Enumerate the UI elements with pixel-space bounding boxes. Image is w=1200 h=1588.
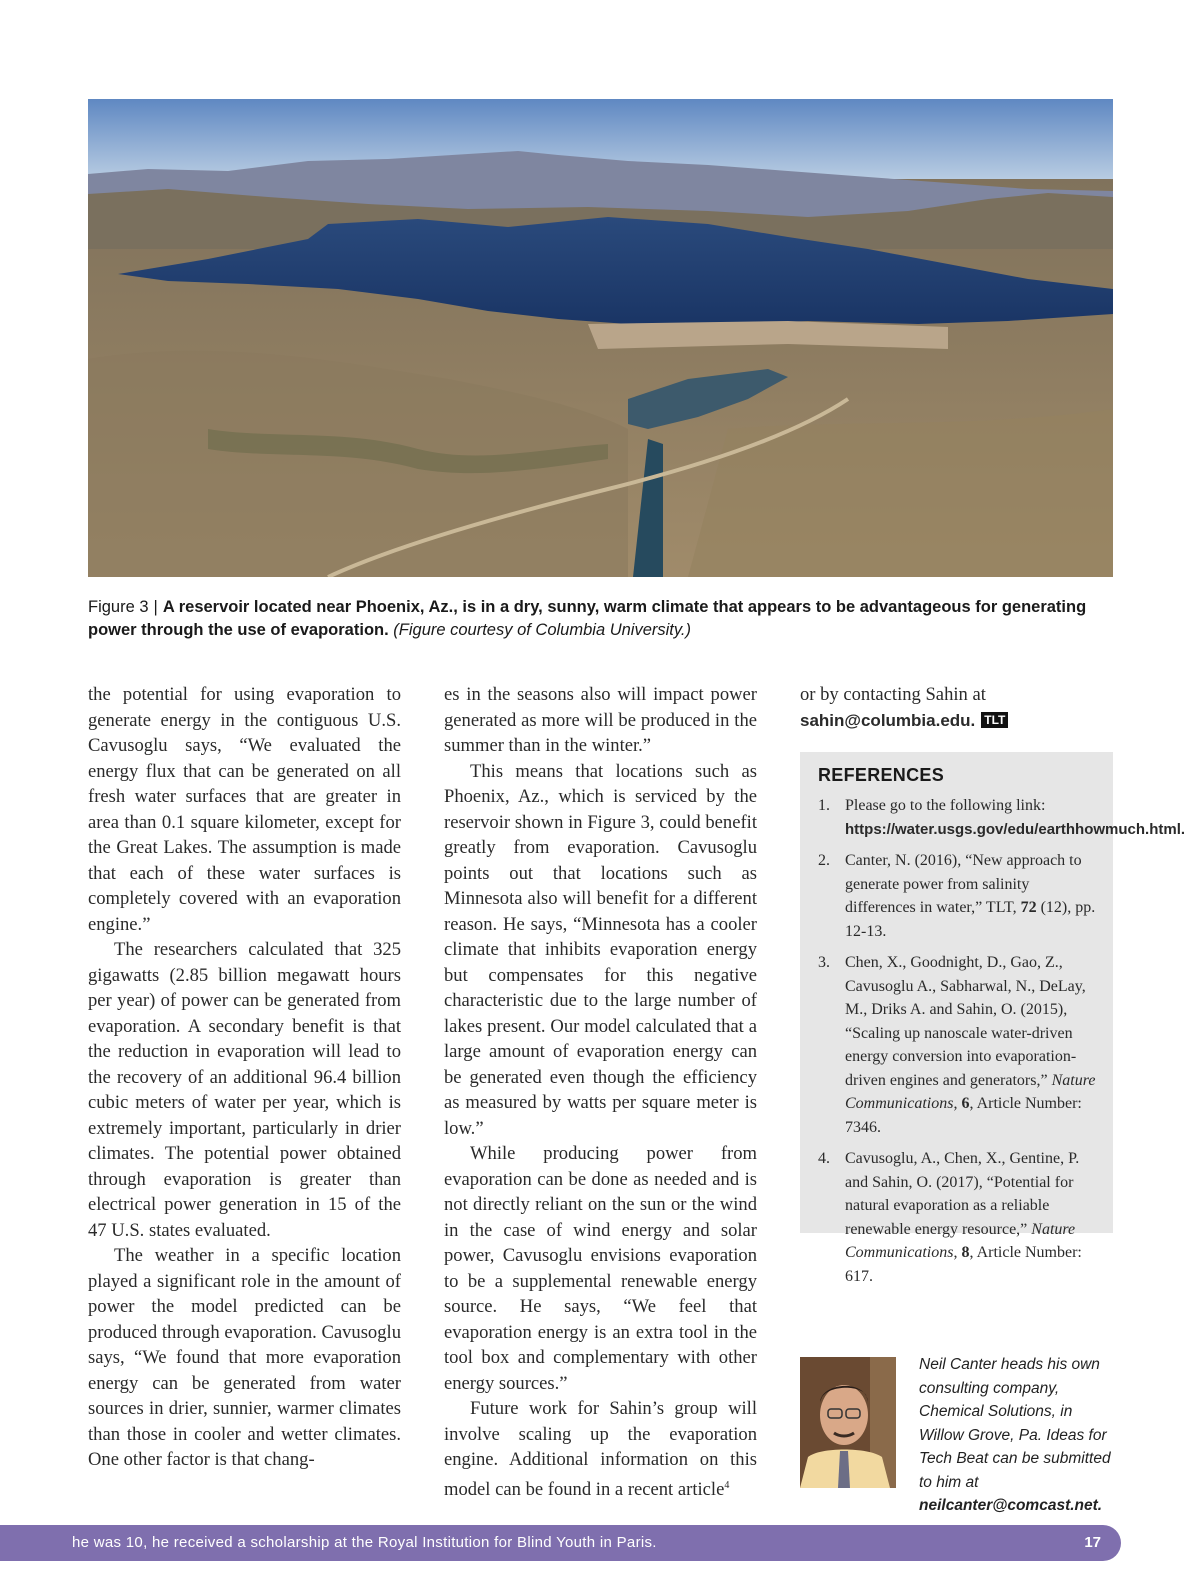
page-number: 17: [1084, 1534, 1101, 1551]
reference-item: 3. Chen, X., Goodnight, D., Gao, Z., Cavusoglu A., Sabharwal, N., DeLay, M., Driks A. and Sahin, O. (2015), “Scaling up nanoscale water-driven energy conversion into evaporation-driven engines and generators,” Nature Communications, 6, Article Number: 7346.: [818, 951, 1103, 1139]
paragraph: While producing power from evaporation can be done as needed and is not directly reliant on the sun or the wind in the case of wind energy and solar power, Cavusoglu envisions evaporation to be a supplemental renewable energy source. He says, “We feel that evaporation energy is an extra tool in the tool box and complementary with other energy sources.”: [444, 1143, 757, 1394]
footer-bar: [0, 1525, 1121, 1561]
reference-text: Canter, N. (2016), “New approach to generate power from salinity differences in water,” TLT,: [845, 852, 1082, 916]
author-bio: [919, 1353, 1119, 1518]
footnote-ref: 4: [724, 1479, 730, 1491]
reference-tail: , Article Number: 617.: [845, 1244, 1082, 1285]
reference-item: [818, 849, 1103, 943]
reference-number: 1.: [818, 797, 830, 814]
reference-item: [818, 794, 1186, 841]
figure-caption: [88, 596, 1128, 642]
tlt-end-badge: TLT: [981, 712, 1008, 728]
article-column-2: [444, 682, 757, 1502]
author-email[interactable]: neilcanter@comcast.net.: [919, 1497, 1103, 1514]
reference-number: 4.: [818, 1150, 830, 1167]
caption-text: A reservoir located near Phoenix, Az., is in a dry, sunny, warm climate that appears to be advantageous for generating power through the use of evaporation.: [88, 598, 1087, 639]
reference-volume: 8: [961, 1244, 970, 1261]
reference-journal: Nature Communications: [845, 1220, 1076, 1261]
reference-tail: (12), pp. 12-13.: [845, 899, 1096, 940]
author-photo: [800, 1357, 896, 1488]
article-column-3: [800, 682, 1113, 733]
references-box: [800, 752, 1186, 1285]
paragraph: The researchers calculated that 325 gigawatts (2.85 billion megawatt hours per year) of power can be generated from evaporation. A secondary benefit is that the reduction in evaporation will lead to the recovery of an additional 96.4 billion cubic meters of water per year, which is extremely important, particularly in drier climates. The potential power obtained through evaporation is greater than electrical power generation in 15 of the 47 U.S. states evaluated.: [88, 939, 401, 1241]
reference-volume: 72: [1020, 899, 1037, 916]
reference-link[interactable]: https://water.usgs.gov/edu/earthhowmuch.html.: [845, 820, 1186, 838]
reference-item: 4. Cavusoglu, A., Chen, X., Gentine, P. and Sahin, O. (2017), “Potential for natural evaporation as a reliable renewable energy resource,” Nature Communications, 8, Article Number: 617.: [818, 1147, 1103, 1288]
references-heading: REFERENCES: [818, 765, 945, 785]
caption-credit: (Figure courtesy of Columbia University.): [393, 621, 691, 639]
paragraph: The weather in a specific location played a significant role in the amount of power the model predicted can be produced through evaporation. Cavusoglu says, “We found that more evaporation energy can be generated from water sources in drier, sunnier, warmer climates than those in cooler and wetter climates. One other factor is that chang-: [88, 1245, 401, 1470]
footer-text: he was 10, he received a scholarship at the Royal Institution for Blind Youth in Paris.: [72, 1534, 657, 1551]
figure-label: Figure 3: [88, 598, 149, 616]
paragraph: This means that locations such as Phoenix, Az., which is serviced by the reservoir shown in Figure 3, could benefit greatly from evaporation. Cavusoglu points out that locations such as Minnesota also will benefit for a different reason. He says, “Minnesota has a cooler climate that inhibits evaporation energy but compensates for this negative characteristic due to the large number of lakes present. Our model calculated that a large amount of evaporation energy can be generated even though the efficiency as measured by watts per square meter is low.”: [444, 760, 757, 1139]
paragraph: es in the seasons also will impact power generated as more will be produced in the summer than in the winter.”: [444, 684, 757, 756]
author-bio-text: Neil Canter heads his own consulting company, Chemical Solutions, in Willow Grove, Pa. Ideas for Tech Beat can be submitted to him at: [919, 1356, 1111, 1491]
contact-text: or by contacting Sahin at: [800, 684, 986, 705]
reference-journal: Nature Communications: [845, 1071, 1096, 1112]
reference-tail: , Article Number: 7346.: [845, 1095, 1082, 1136]
contact-email[interactable]: sahin@columbia.edu.: [800, 710, 976, 730]
reference-number: 2.: [818, 852, 830, 869]
paragraph: Future work for Sahin’s group will involve scaling up the evaporation engine. Additional information on this model can be found in a recent article: [444, 1398, 757, 1500]
reference-text: Cavusoglu, A., Chen, X., Gentine, P. and Sahin, O. (2017), “Potential for natural evaporation as a reliable renewable energy resource,”: [845, 1150, 1080, 1238]
paragraph: the potential for using evaporation to generate energy in the contiguous U.S. Cavusoglu says, “We evaluated the energy flux that can be generated on all fresh water surfaces that are greater in area than 0.1 square kilometer, except for the Great Lakes. The assumption is made that each of these water surfaces is completely covered with an evaporation engine.”: [88, 684, 401, 935]
reservoir-photo: [88, 99, 1113, 577]
reference-number: 3.: [818, 954, 830, 971]
reference-text: Chen, X., Goodnight, D., Gao, Z., Cavusoglu A., Sabharwal, N., DeLay, M., Driks A. and Sahin, O. (2015), “Scaling up nanoscale water-driven energy conversion into evaporation-driven engines and generators,”: [845, 954, 1086, 1089]
reference-text: Please go to the following link:: [845, 797, 1046, 814]
article-column-1: [88, 682, 401, 1473]
reference-volume: 6: [961, 1095, 970, 1112]
references-list: [818, 794, 1186, 1296]
caption-separator: |: [153, 598, 158, 616]
